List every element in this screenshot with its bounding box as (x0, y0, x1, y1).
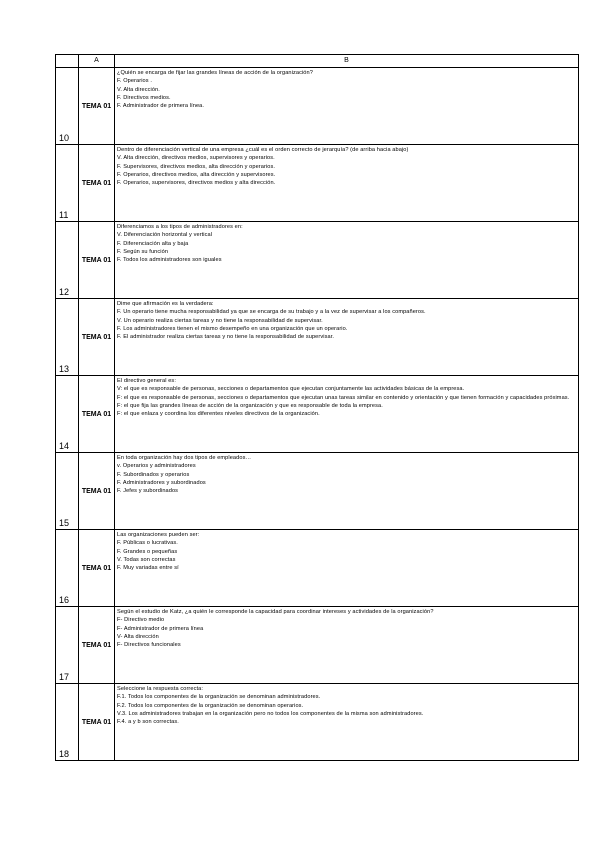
row-number: 12 (59, 287, 70, 297)
question-cell (115, 684, 579, 761)
row-number: 16 (59, 595, 70, 605)
spreadsheet-table (55, 54, 579, 761)
table-row (56, 222, 579, 299)
answer-option: F. Subordinados y operarios (117, 471, 190, 478)
answer-option: F. Directivos medios. (117, 94, 171, 101)
row-number-cell (56, 453, 79, 530)
answer-option: v. Operarios y administradores (117, 463, 196, 470)
answer-option: F.4. a y b son correctas. (117, 719, 179, 726)
table-row (56, 299, 579, 376)
tema-cell: TEMA 01 (79, 376, 115, 453)
table-row (56, 376, 579, 453)
answer-option: V.3. Los administradores trabajan en la organización pero no todos los componentes de la misma son administradores. (117, 710, 424, 717)
answer-option: V- Alta dirección (117, 633, 159, 640)
row-number-cell (56, 68, 79, 145)
answer-option: F: el que fija las grandes líneas de acción de la organización y que es responsable de toda la empresa. (117, 402, 383, 409)
question-cell (115, 68, 579, 145)
answer-option: F. Todos los administradores son iguales (117, 257, 222, 264)
answer-option: F.2. Todos los componentes de la organización se denominan operarios. (117, 702, 304, 709)
question-text: ¿Quién se encarga de fijar las grandes líneas de acción de la organización? (117, 70, 313, 76)
answer-option: F- Directivo medio (117, 617, 165, 624)
answer-option: F. Diferenciación alta y baja (117, 240, 189, 247)
answer-option: F- Directivos funcionales (117, 642, 181, 649)
answer-option: V. Todas son correctas (117, 556, 176, 563)
question-cell (115, 299, 579, 376)
table-row (56, 68, 579, 145)
answer-option: F- Administrador de primera línea (117, 625, 204, 632)
answer-option: F. Supervisores, directivos medios, alta dirección y operarios. (117, 163, 276, 170)
tema-cell: TEMA 01 (79, 299, 115, 376)
row-number: 18 (59, 749, 70, 759)
tema-cell: TEMA 01 (79, 68, 115, 145)
answer-option: V: el que es responsable de personas, secciones o departamentos que ejecutan conjuntamente las actividades básicas de la empresa. (117, 386, 465, 393)
answer-option: F. Administradores y subordinados (117, 479, 206, 486)
question-cell (115, 607, 579, 684)
corner-header (56, 55, 79, 68)
table-row (56, 453, 579, 530)
column-header-b: B (115, 55, 579, 68)
row-number-cell (56, 145, 79, 222)
answer-option: V. Alta dirección. (117, 86, 160, 93)
question-cell (115, 530, 579, 607)
row-number: 14 (59, 441, 70, 451)
answer-option: V. Un operario realiza ciertas tareas y no tiene la responsabilidad de supervisar. (117, 317, 323, 324)
column-header-a: A (79, 55, 115, 68)
answer-option: F. Un operario tiene mucha responsabilidad ya que se encarga de su trabajo y a la vez de supervisar a los compañeros. (117, 309, 426, 316)
row-number-cell (56, 530, 79, 607)
answer-option: F.1. Todos los componentes de la organización se denominan administradores. (117, 694, 321, 701)
question-text: En toda organización hay dos tipos de empleados… (117, 455, 252, 461)
tema-cell: TEMA 01 (79, 145, 115, 222)
answer-option: F. Operarios . (117, 78, 152, 85)
answer-option: F: el que es responsable de personas, secciones o departamentos que ejecutan unas tareas similar en contenido y orientación y que tienen formación y capacidades próximas. (117, 394, 570, 401)
tema-cell: TEMA 01 (79, 684, 115, 761)
answer-option: F. Públicas o lucrativas. (117, 540, 178, 547)
answer-option: F. Los administradores tienen el mismo desempeño en una organización que un operario. (117, 325, 348, 332)
row-number-cell (56, 222, 79, 299)
column-header-row (56, 55, 579, 68)
table-row (56, 684, 579, 761)
answer-option: V. Alta dirección, directivos medios, supervisores y operarios. (117, 155, 275, 162)
question-text: Dime que afirmación es la verdadera: (117, 301, 214, 307)
question-text: Seleccione la respuesta correcta: (117, 686, 204, 692)
answer-option: V. Diferenciación horizontal y vertical (117, 232, 213, 239)
answer-option: F. Operarios, supervisores, directivos medios y alta dirección. (117, 180, 276, 187)
question-text: El directivo general es: (117, 378, 176, 384)
question-cell (115, 222, 579, 299)
answer-option: F. Administrador de primera línea. (117, 103, 205, 110)
question-text: Según el estudio de Katz, ¿a quién le corresponde la capacidad para coordinar intereses y actividades de la organización? (117, 609, 434, 615)
question-cell (115, 145, 579, 222)
row-number: 10 (59, 133, 70, 143)
answer-option: F. Grandes o pequeñas (117, 548, 178, 555)
answer-option: F. Muy variadas entre sí (117, 565, 179, 572)
row-number: 17 (59, 672, 70, 682)
row-number-cell (56, 376, 79, 453)
row-number-cell (56, 684, 79, 761)
row-number: 15 (59, 518, 70, 528)
table-row (56, 530, 579, 607)
answer-option: F. Según su función (117, 248, 169, 255)
tema-cell: TEMA 01 (79, 530, 115, 607)
tema-cell: TEMA 01 (79, 607, 115, 684)
row-number: 11 (59, 210, 69, 220)
question-text: Diferenciamos a los tipos de administradores en: (117, 224, 243, 230)
answer-option: F: el que enlaza y coordina los diferentes niveles directivos de la organización. (117, 411, 320, 418)
row-number: 13 (59, 364, 70, 374)
tema-cell: TEMA 01 (79, 453, 115, 530)
answer-option: F. El administrador realiza ciertas tareas y no tiene la responsabilidad de supervisar. (117, 334, 335, 341)
table-row (56, 607, 579, 684)
row-number-cell (56, 299, 79, 376)
answer-option: F. Operarios, directivos medios, alta dirección y supervisores. (117, 171, 276, 178)
row-number-cell (56, 607, 79, 684)
table-row (56, 145, 579, 222)
tema-cell: TEMA 01 (79, 222, 115, 299)
answer-option: F. Jefes y subordinados (117, 488, 179, 495)
question-text: Las organizaciones pueden ser: (117, 532, 200, 538)
question-cell (115, 453, 579, 530)
question-cell (115, 376, 579, 453)
question-text: Dentro de diferenciación vertical de una empresa ¿cuál es el orden correcto de jerarquía? (de arriba hacia abajo) (117, 147, 409, 153)
